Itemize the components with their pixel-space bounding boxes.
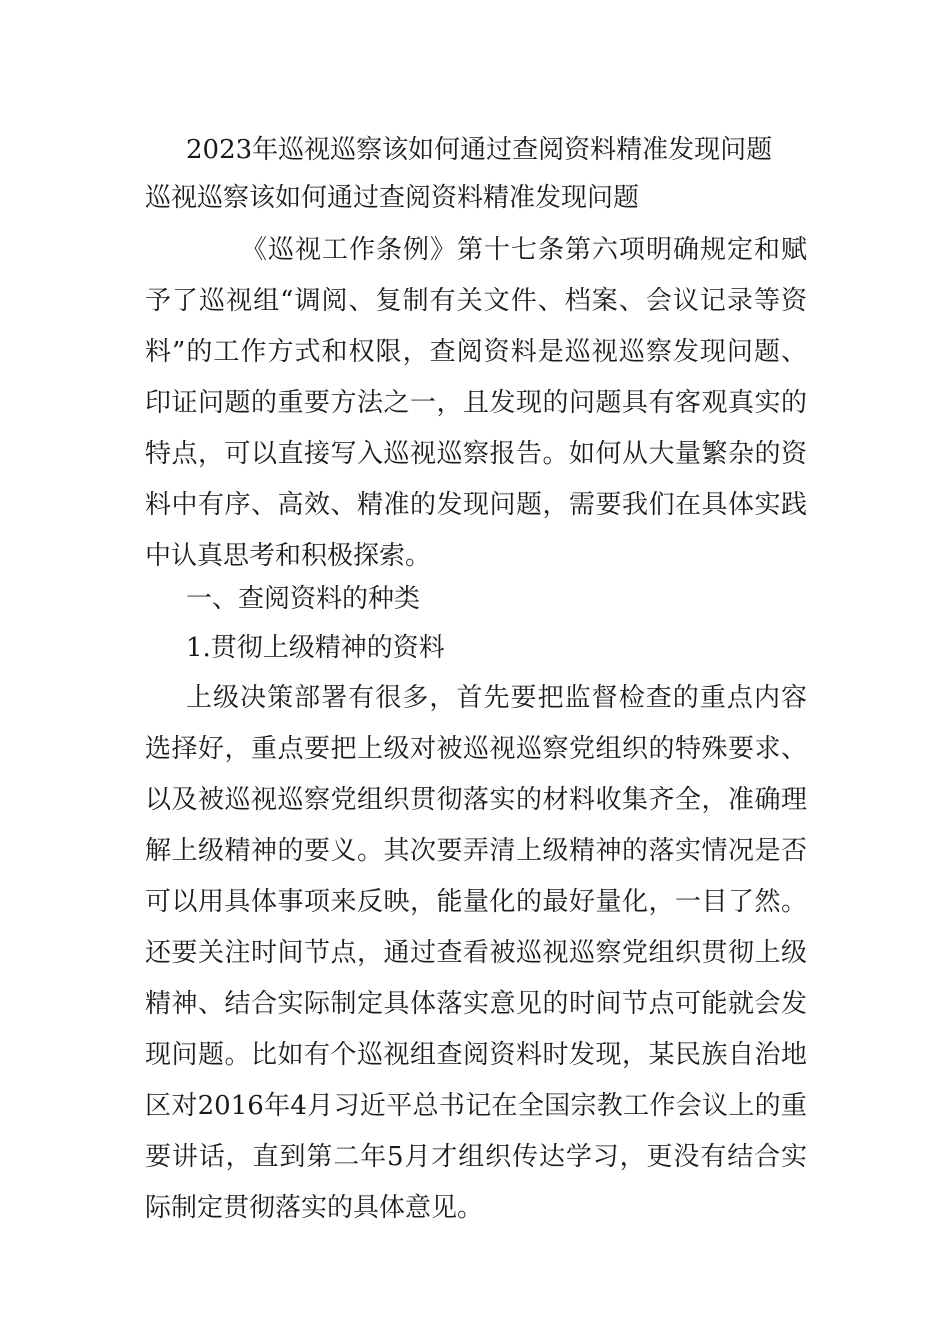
section-heading: 一、查阅资料的种类 bbox=[186, 584, 421, 614]
subsection-heading: 1.贯彻上级精神的资料 bbox=[186, 633, 445, 663]
document-title: 2023年巡视巡察该如何通过查阅资料精准发现问题 bbox=[186, 135, 773, 165]
paragraph-intro: 《巡视工作条例》第十七条第六项明确规定和赋予了巡视组“调阅、复制有关文件、档案、会议记录等资料”的工作方式和权限，查阅资料是巡视巡察发现问题、印证问题的重要方法之一，且发现的问题具有客观真实的特点，可以直接写入巡视巡察报告。如何从大量繁杂的资料中有序、高效、精准的发现问题，需要我们在具体实践中认真思考和积极探索。 bbox=[145, 235, 807, 571]
document-subtitle: 巡视巡察该如何通过查阅资料精准发现问题 bbox=[145, 183, 640, 213]
paragraph-body: 上级决策部署有很多，首先要把监督检查的重点内容选择好，重点要把上级对被巡视巡察党组织的特殊要求、以及被巡视巡察党组织贯彻落实的材料收集齐全，准确理解上级精神的要义。其次要弄清上级精神的落实情况是否可以用具体事项来反映，能量化的最好量化，一目了然。还要关注时间节点，通过查看被巡视巡察党组织贯彻上级精神、结合实际制定具体落实意见的时间节点可能就会发现问题。比如有个巡视组查阅资料时发现，某民族自治地区对2016年4月习近平总书记在全国宗教工作会议上的重要讲话，直到第二年5月才组织传达学习，更没有结合实际制定贯彻落实的具体意见。 bbox=[145, 683, 807, 1223]
